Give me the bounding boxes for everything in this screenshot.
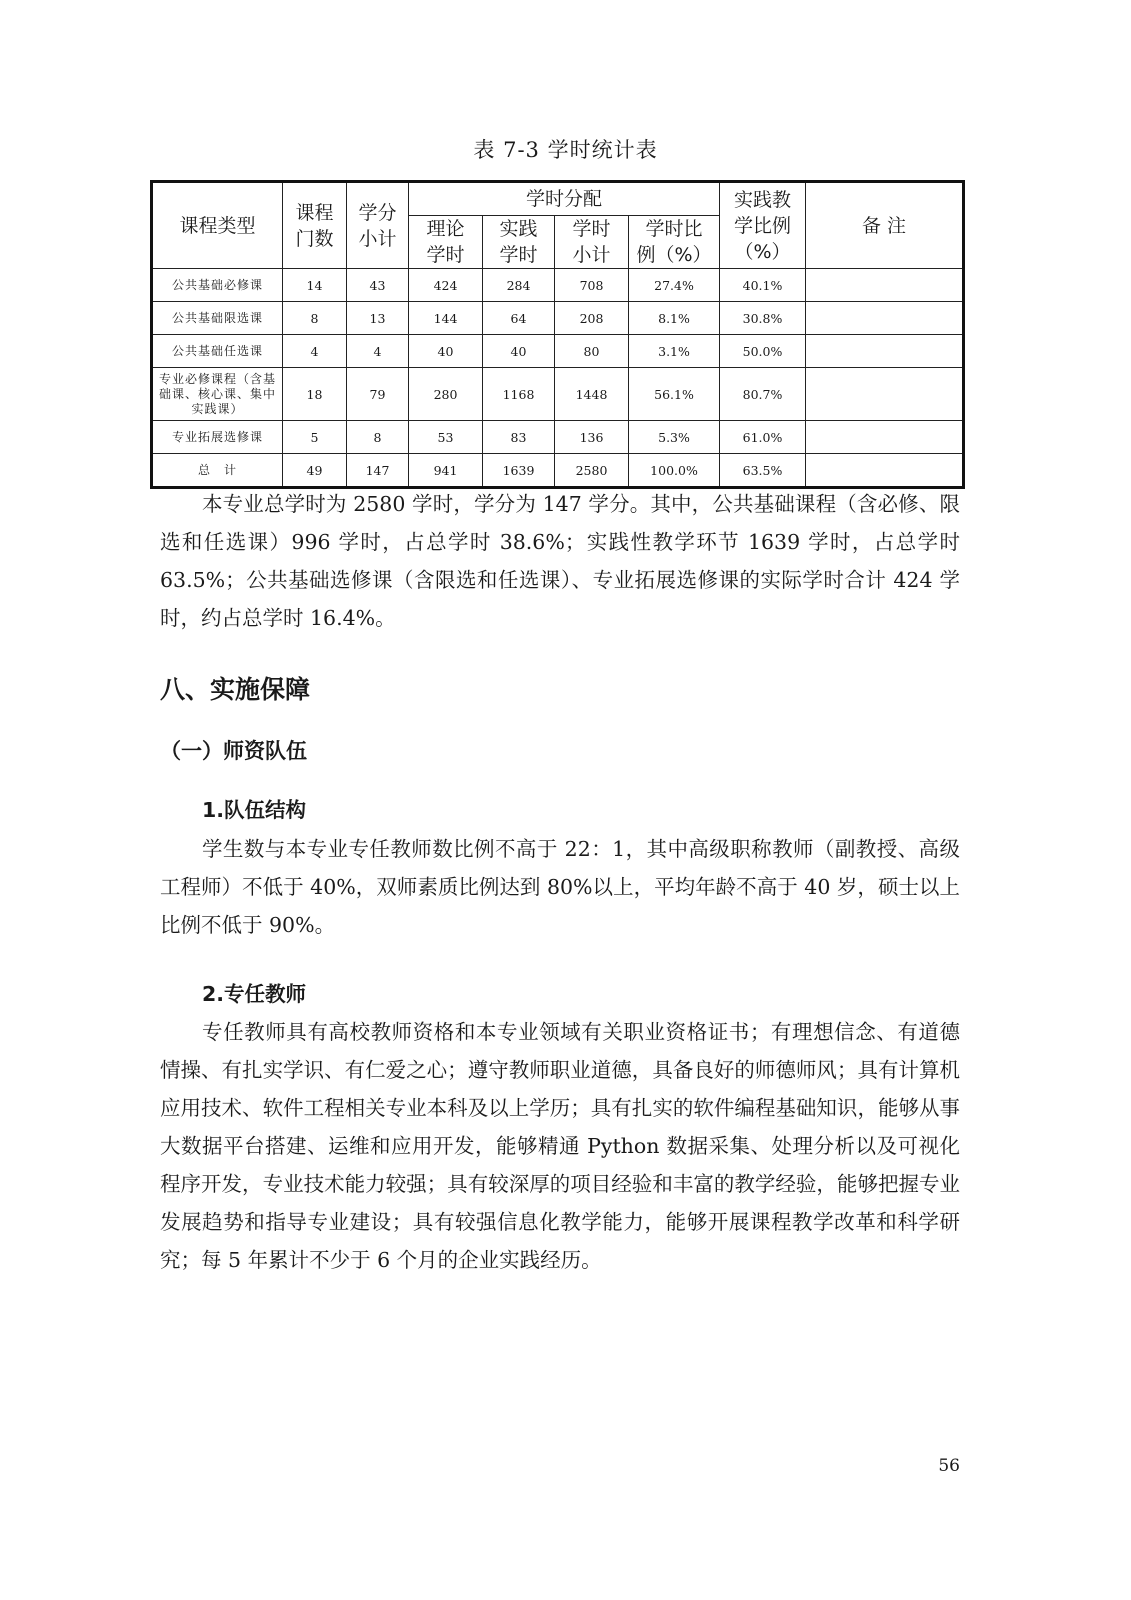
page-number: 56	[938, 1456, 960, 1476]
cell-course-type: 专业必修课程（含基础课、核心课、集中实践课）	[152, 368, 283, 421]
cell-ratio: 56.1%	[629, 368, 720, 421]
table-caption: 表 7-3 学时统计表	[473, 138, 658, 162]
cell-practice-ratio: 30.8%	[720, 302, 806, 335]
table-row	[152, 269, 964, 302]
cell-course-type: 公共基础限选课	[152, 302, 283, 335]
header-hours-distribution: 学时分配	[409, 182, 720, 216]
cell-count: 14	[283, 269, 347, 302]
item1-title: 1.队伍结构	[202, 798, 307, 822]
item2-paragraph: 专任教师具有高校教师资格和本专业领域有关职业资格证书；有理想信念、有道德情操、有扎实学识、有仁爱之心；遵守教师职业道德，具备良好的师德师风；具有计算机应用技术、软件工程相关专业本科及以上学历；具有扎实的软件编程基础知识，能够从事大数据平台搭建、运维和应用开发，能够精通 Python 数据采集、处理分析以及可视化程序开发，专业技术能力较强；具有较深厚的项目经验和丰富的教学经验，能够把握专业发展趋势和指导专业建设；具有较强信息化教学能力，能够开展课程教学改革和科学研究；每 5 年累计不少于 6 个月的企业实践经历。	[160, 1020, 960, 1272]
cell-notes	[806, 335, 964, 368]
item1-paragraph: 学生数与本专业专任教师数比例不高于 22：1，其中高级职称教师（副教授、高级工程师）不低于 40%，双师素质比例达到 80%以上，平均年龄不高于 40 岁，硕士以上比例不低于 90%。	[160, 837, 960, 937]
cell-subtotal: 708	[555, 269, 629, 302]
cell-notes	[806, 302, 964, 335]
item2-title: 2.专任教师	[202, 982, 307, 1006]
cell-course-type: 公共基础必修课	[152, 269, 283, 302]
cell-notes	[806, 454, 964, 488]
header-practice-ratio: 实践教 学比例 （%）	[720, 182, 806, 269]
summary-paragraph: 本专业总学时为 2580 学时，学分为 147 学分。其中，公共基础课程（含必修、限选和任选课）996 学时，占总学时 38.6%；实践性教学环节 1639 学时，占总学时 63.5%；公共基础选修课（含限选和任选课）、专业拓展选修课的实际学时合计 424 学时，约占总学时 16.4%。	[160, 492, 960, 630]
table-row	[152, 302, 964, 335]
cell-theory: 40	[409, 335, 483, 368]
header-hours-ratio: 学时比 例（%）	[629, 216, 720, 269]
cell-theory: 53	[409, 421, 483, 454]
header-notes: 备 注	[806, 182, 964, 269]
cell-subtotal: 208	[555, 302, 629, 335]
cell-count: 18	[283, 368, 347, 421]
cell-notes	[806, 421, 964, 454]
cell-theory: 144	[409, 302, 483, 335]
cell-course-type: 专业拓展选修课	[152, 421, 283, 454]
cell-practice: 1168	[483, 368, 555, 421]
cell-ratio: 3.1%	[629, 335, 720, 368]
cell-count: 5	[283, 421, 347, 454]
cell-ratio: 8.1%	[629, 302, 720, 335]
cell-practice: 284	[483, 269, 555, 302]
table-total-row	[152, 454, 964, 488]
section-title: 八、实施保障	[160, 675, 311, 704]
cell-theory: 941	[409, 454, 483, 488]
cell-course-type: 总 计	[152, 454, 283, 488]
cell-practice-ratio: 61.0%	[720, 421, 806, 454]
cell-practice-ratio: 63.5%	[720, 454, 806, 488]
cell-notes	[806, 368, 964, 421]
cell-subtotal: 1448	[555, 368, 629, 421]
cell-ratio: 27.4%	[629, 269, 720, 302]
hours-statistics-table	[150, 180, 965, 489]
cell-count: 8	[283, 302, 347, 335]
cell-practice-ratio: 50.0%	[720, 335, 806, 368]
cell-notes	[806, 269, 964, 302]
header-hours-subtotal: 学时 小计	[555, 216, 629, 269]
cell-ratio: 100.0%	[629, 454, 720, 488]
cell-subtotal: 2580	[555, 454, 629, 488]
cell-credits: 147	[347, 454, 409, 488]
cell-practice-ratio: 80.7%	[720, 368, 806, 421]
header-theory-hours: 理论 学时	[409, 216, 483, 269]
cell-theory: 280	[409, 368, 483, 421]
cell-course-type: 公共基础任选课	[152, 335, 283, 368]
table-row	[152, 368, 964, 421]
subsection-title: （一）师资队伍	[160, 739, 307, 763]
cell-count: 49	[283, 454, 347, 488]
cell-credits: 43	[347, 269, 409, 302]
cell-practice-ratio: 40.1%	[720, 269, 806, 302]
cell-subtotal: 80	[555, 335, 629, 368]
cell-count: 4	[283, 335, 347, 368]
table-row	[152, 421, 964, 454]
table-row	[152, 335, 964, 368]
header-course-count: 课程 门数	[283, 182, 347, 269]
cell-practice: 83	[483, 421, 555, 454]
cell-credits: 4	[347, 335, 409, 368]
cell-subtotal: 136	[555, 421, 629, 454]
cell-credits: 8	[347, 421, 409, 454]
header-credits: 学分 小计	[347, 182, 409, 269]
cell-theory: 424	[409, 269, 483, 302]
header-practice-hours: 实践 学时	[483, 216, 555, 269]
cell-practice: 40	[483, 335, 555, 368]
cell-credits: 79	[347, 368, 409, 421]
header-course-type: 课程类型	[152, 182, 283, 269]
cell-practice: 64	[483, 302, 555, 335]
cell-credits: 13	[347, 302, 409, 335]
cell-practice: 1639	[483, 454, 555, 488]
cell-ratio: 5.3%	[629, 421, 720, 454]
